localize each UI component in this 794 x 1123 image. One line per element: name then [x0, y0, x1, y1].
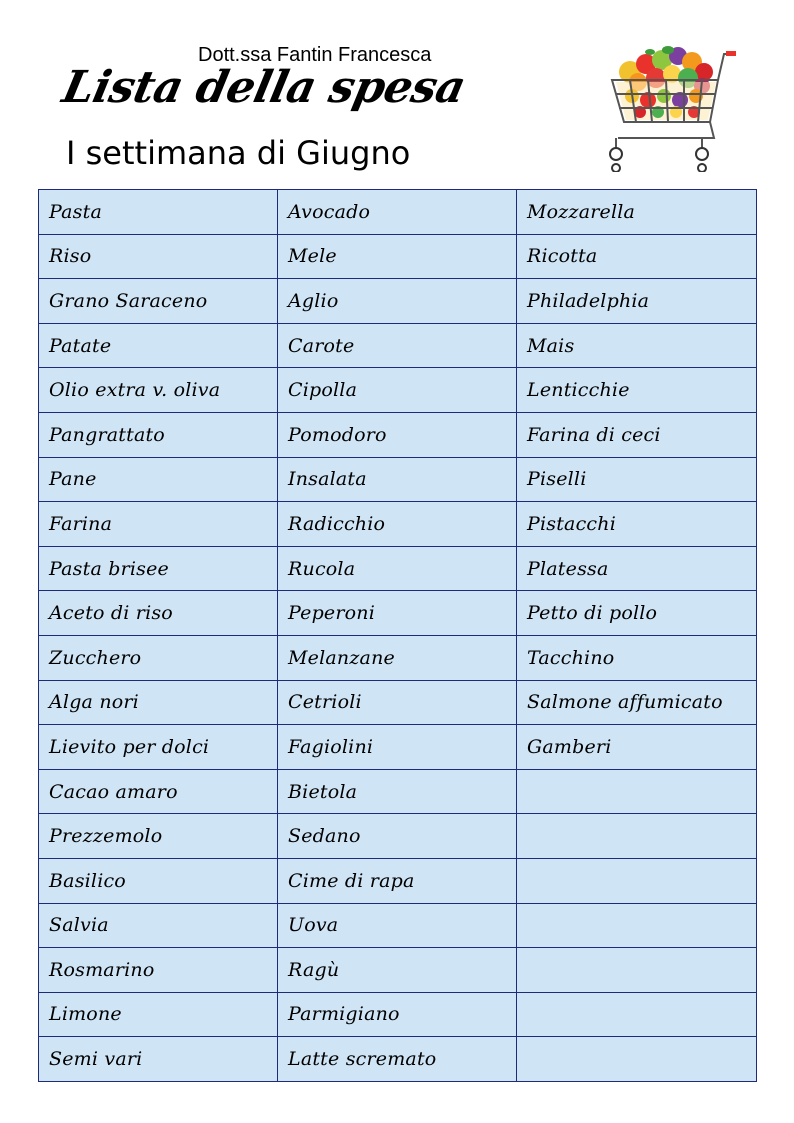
list-row: [39, 546, 757, 591]
list-item: [517, 769, 757, 814]
list-item: Mais: [517, 323, 757, 368]
list-item: Lievito per dolci: [39, 725, 278, 770]
list-row: [39, 502, 757, 547]
list-item: Pasta: [39, 190, 278, 235]
list-row: [39, 368, 757, 413]
list-item: Mozzarella: [517, 190, 757, 235]
list-row: [39, 457, 757, 502]
list-item: Pane: [39, 457, 278, 502]
list-item: Avocado: [278, 190, 517, 235]
list-row: [39, 680, 757, 725]
list-item: Cetrioli: [278, 680, 517, 725]
list-item: Pasta brisee: [39, 546, 278, 591]
list-item: [517, 858, 757, 903]
list-item: Semi vari: [39, 1037, 278, 1082]
list-item: Limone: [39, 992, 278, 1037]
list-item: Farina: [39, 502, 278, 547]
list-item: Petto di pollo: [517, 591, 757, 636]
cart-wheels: [610, 148, 708, 172]
list-row: [39, 412, 757, 457]
list-row: [39, 635, 757, 680]
list-row: [39, 948, 757, 993]
week-subtitle: I settimana di Giugno: [66, 134, 411, 172]
list-item: Salvia: [39, 903, 278, 948]
list-item: [517, 948, 757, 993]
list-item: Ragù: [278, 948, 517, 993]
list-item: Grano Saraceno: [39, 279, 278, 324]
list-item: Cime di rapa: [278, 858, 517, 903]
list-row: [39, 279, 757, 324]
list-item: Insalata: [278, 457, 517, 502]
list-item: Pangrattato: [39, 412, 278, 457]
list-row: [39, 234, 757, 279]
list-item: Uova: [278, 903, 517, 948]
list-item: Platessa: [517, 546, 757, 591]
list-item: [517, 1037, 757, 1082]
list-item: Zucchero: [39, 635, 278, 680]
author-name: Dott.ssa Fantin Francesca: [198, 44, 432, 66]
list-row: [39, 903, 757, 948]
shopping-cart-icon: [598, 42, 744, 172]
list-item: [517, 814, 757, 859]
list-item: Peperoni: [278, 591, 517, 636]
list-row: [39, 591, 757, 636]
list-item: Sedano: [278, 814, 517, 859]
list-item: Bietola: [278, 769, 517, 814]
cart-handle: [726, 51, 736, 56]
list-row: [39, 769, 757, 814]
list-item: Parmigiano: [278, 992, 517, 1037]
list-item: Farina di ceci: [517, 412, 757, 457]
list-row: [39, 1037, 757, 1082]
list-item: Cacao amaro: [39, 769, 278, 814]
list-item: Aceto di riso: [39, 591, 278, 636]
list-row: [39, 814, 757, 859]
list-item: Riso: [39, 234, 278, 279]
shopping-list-table: [38, 189, 757, 1082]
list-item: Cipolla: [278, 368, 517, 413]
list-item: Rucola: [278, 546, 517, 591]
list-item: Radicchio: [278, 502, 517, 547]
list-item: Piselli: [517, 457, 757, 502]
list-item: Pomodoro: [278, 412, 517, 457]
list-item: Carote: [278, 323, 517, 368]
list-item: Melanzane: [278, 635, 517, 680]
list-item: Aglio: [278, 279, 517, 324]
list-item: [517, 992, 757, 1037]
list-item: Latte scremato: [278, 1037, 517, 1082]
list-item: Pistacchi: [517, 502, 757, 547]
list-item: Ricotta: [517, 234, 757, 279]
list-item: Alga nori: [39, 680, 278, 725]
list-item: [517, 903, 757, 948]
list-item: Salmone affumicato: [517, 680, 757, 725]
list-item: Rosmarino: [39, 948, 278, 993]
list-item: Prezzemolo: [39, 814, 278, 859]
list-row: [39, 858, 757, 903]
list-item: Fagiolini: [278, 725, 517, 770]
list-item: Olio extra v. oliva: [39, 368, 278, 413]
shopping-list-body: [39, 190, 757, 1082]
list-item: Gamberi: [517, 725, 757, 770]
list-row: [39, 323, 757, 368]
list-item: Philadelphia: [517, 279, 757, 324]
list-item: Lenticchie: [517, 368, 757, 413]
list-item: Basilico: [39, 858, 278, 903]
list-title: Lista della spesa: [58, 62, 470, 113]
list-row: [39, 190, 757, 235]
list-item: Patate: [39, 323, 278, 368]
list-item: Tacchino: [517, 635, 757, 680]
list-row: [39, 725, 757, 770]
list-item: Mele: [278, 234, 517, 279]
list-row: [39, 992, 757, 1037]
